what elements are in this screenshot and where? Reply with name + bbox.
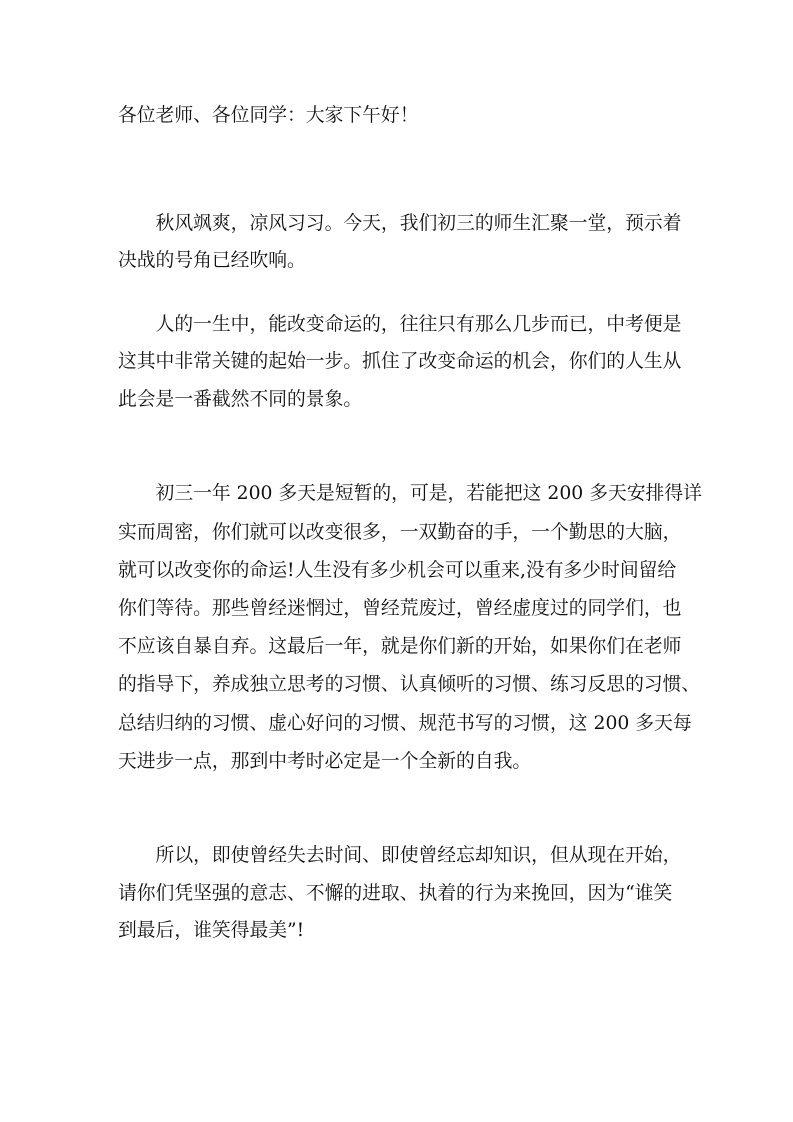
paragraph-3-line-6: 的指导下，养成独立思考的习惯、认真倾听的习惯、练习反思的习惯、 bbox=[118, 674, 701, 695]
paragraph-2-line-2: 这其中非常关键的起始一步。抓住了改变命运的机会，你们的人生从 bbox=[118, 351, 682, 372]
paragraph-2-line-3: 此会是一番截然不同的景象。 bbox=[118, 389, 363, 410]
paragraph-1-line-1: 秋风飒爽，凉风习习。今天，我们初三的师生汇聚一堂，预示着 bbox=[118, 213, 682, 234]
paragraph-3-line-1: 初三一年 200 多天是短暂的，可是，若能把这 200 多天安排得详 bbox=[118, 483, 702, 504]
paragraph-3-line-4: 你们等待。那些曾经迷惘过，曾经荒废过，曾经虚度过的同学们，也 bbox=[118, 598, 682, 619]
greeting-line: 各位老师、各位同学：大家下午好！ bbox=[118, 105, 419, 126]
paragraph-4-line-3: 到最后，谁笑得最美”! bbox=[118, 920, 305, 941]
paragraph-4-line-1: 所以，即使曾经失去时间、即使曾经忘却知识，但从现在开始， bbox=[118, 845, 682, 866]
paragraph-3-line-3: 就可以改变你的命运!人生没有多少机会可以重来,没有多少时间留给 bbox=[118, 560, 677, 581]
paragraph-3-line-7: 总结归纳的习惯、虚心好问的习惯、规范书写的习惯，这 200 多天每 bbox=[118, 713, 692, 734]
paragraph-3-line-5: 不应该自暴自弃。这最后一年，就是你们新的开始，如果你们在老师 bbox=[118, 636, 682, 657]
paragraph-1-line-2: 决战的号角已经吹响。 bbox=[118, 250, 306, 271]
paragraph-2-line-1: 人的一生中，能改变命运的，往往只有那么几步而已，中考便是 bbox=[118, 314, 682, 335]
paragraph-3-line-2: 实而周密，你们就可以改变很多，一双勤奋的手，一个勤思的大脑， bbox=[118, 522, 682, 543]
paragraph-4-line-2: 请你们凭坚强的意志、不懈的进取、执着的行为来挽回，因为“谁笑 bbox=[118, 883, 673, 904]
paragraph-3-line-8: 天进步一点，那到中考时必定是一个全新的自我。 bbox=[118, 751, 532, 772]
